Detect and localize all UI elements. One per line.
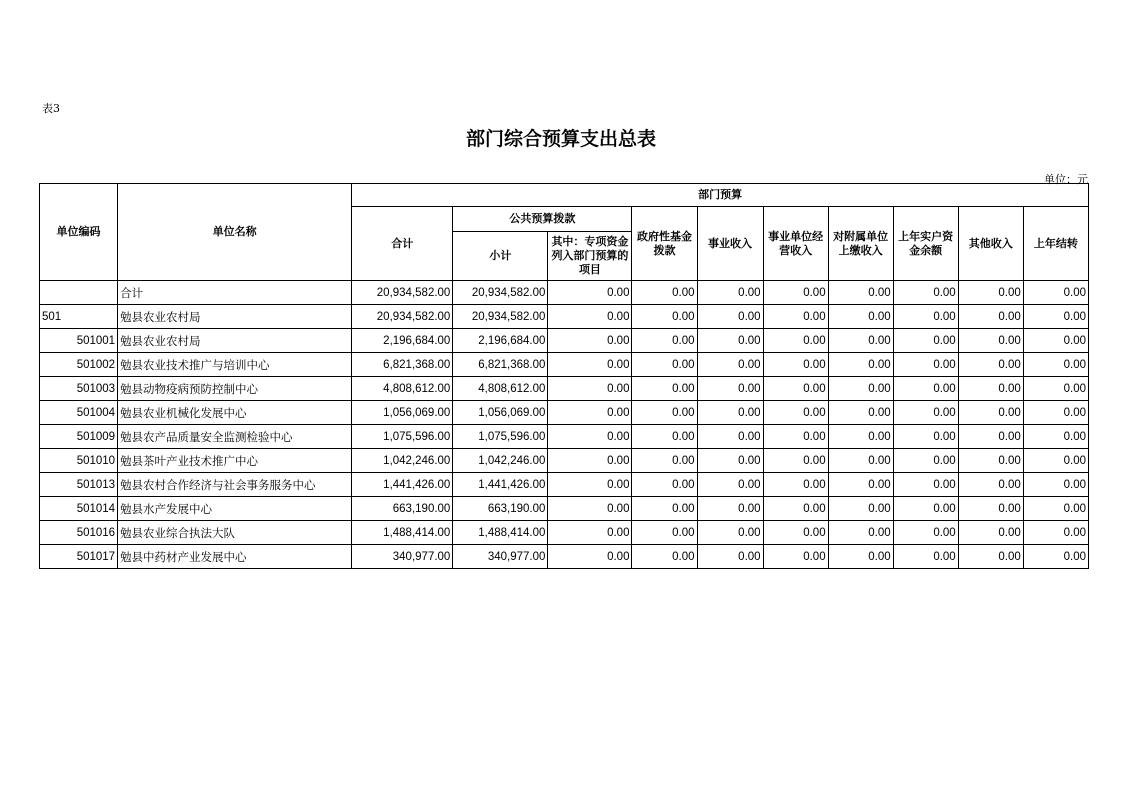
cell-gov-fund: 0.00 xyxy=(632,449,697,473)
cell-code: 501002 xyxy=(40,353,118,377)
cell-gov-fund: 0.00 xyxy=(632,545,697,569)
cell-other: 0.00 xyxy=(958,353,1023,377)
cell-special: 0.00 xyxy=(548,521,632,545)
cell-affiliated: 0.00 xyxy=(828,281,893,305)
cell-subtotal: 663,190.00 xyxy=(453,497,548,521)
cell-code: 501009 xyxy=(40,425,118,449)
cell-balance: 0.00 xyxy=(893,281,958,305)
cell-carryover: 0.00 xyxy=(1023,329,1088,353)
cell-other: 0.00 xyxy=(958,473,1023,497)
cell-affiliated: 0.00 xyxy=(828,329,893,353)
cell-operating: 0.00 xyxy=(763,497,828,521)
cell-business: 0.00 xyxy=(697,545,763,569)
cell-subtotal: 2,196,684.00 xyxy=(453,329,548,353)
cell-code: 501001 xyxy=(40,329,118,353)
cell-name: 勉县动物疫病预防控制中心 xyxy=(118,377,352,401)
cell-affiliated: 0.00 xyxy=(828,521,893,545)
header-prior-balance: 上年实户资金余额 xyxy=(893,207,958,281)
cell-other: 0.00 xyxy=(958,305,1023,329)
cell-business: 0.00 xyxy=(697,377,763,401)
cell-special: 0.00 xyxy=(548,353,632,377)
cell-operating: 0.00 xyxy=(763,473,828,497)
cell-total: 663,190.00 xyxy=(352,497,453,521)
cell-business: 0.00 xyxy=(697,449,763,473)
cell-name: 勉县农村合作经济与社会事务服务中心 xyxy=(118,473,352,497)
cell-special: 0.00 xyxy=(548,473,632,497)
cell-other: 0.00 xyxy=(958,521,1023,545)
cell-carryover: 0.00 xyxy=(1023,401,1088,425)
cell-special: 0.00 xyxy=(548,449,632,473)
cell-subtotal: 1,488,414.00 xyxy=(453,521,548,545)
header-business-income: 事业收入 xyxy=(697,207,763,281)
cell-other: 0.00 xyxy=(958,377,1023,401)
cell-subtotal: 1,441,426.00 xyxy=(453,473,548,497)
cell-carryover: 0.00 xyxy=(1023,449,1088,473)
cell-business: 0.00 xyxy=(697,281,763,305)
cell-balance: 0.00 xyxy=(893,425,958,449)
cell-affiliated: 0.00 xyxy=(828,473,893,497)
cell-subtotal: 1,056,069.00 xyxy=(453,401,548,425)
cell-affiliated: 0.00 xyxy=(828,497,893,521)
header-gov-fund: 政府性基金拨款 xyxy=(632,207,697,281)
cell-operating: 0.00 xyxy=(763,401,828,425)
cell-total: 20,934,582.00 xyxy=(352,281,453,305)
table-row xyxy=(40,305,1089,329)
cell-affiliated: 0.00 xyxy=(828,545,893,569)
cell-special: 0.00 xyxy=(548,305,632,329)
cell-code: 501016 xyxy=(40,521,118,545)
cell-other: 0.00 xyxy=(958,401,1023,425)
cell-affiliated: 0.00 xyxy=(828,449,893,473)
cell-balance: 0.00 xyxy=(893,545,958,569)
cell-balance: 0.00 xyxy=(893,449,958,473)
cell-total: 1,056,069.00 xyxy=(352,401,453,425)
cell-subtotal: 340,977.00 xyxy=(453,545,548,569)
cell-operating: 0.00 xyxy=(763,281,828,305)
table-row xyxy=(40,473,1089,497)
cell-business: 0.00 xyxy=(697,305,763,329)
header-total: 合计 xyxy=(352,207,453,281)
cell-carryover: 0.00 xyxy=(1023,545,1088,569)
cell-other: 0.00 xyxy=(958,425,1023,449)
cell-subtotal: 20,934,582.00 xyxy=(453,305,548,329)
cell-business: 0.00 xyxy=(697,329,763,353)
cell-special: 0.00 xyxy=(548,425,632,449)
cell-total: 1,488,414.00 xyxy=(352,521,453,545)
header-subtotal: 小计 xyxy=(453,232,548,281)
cell-total: 4,808,612.00 xyxy=(352,377,453,401)
table-row-total xyxy=(40,281,1089,305)
cell-gov-fund: 0.00 xyxy=(632,401,697,425)
cell-balance: 0.00 xyxy=(893,377,958,401)
budget-table xyxy=(39,183,1089,569)
cell-affiliated: 0.00 xyxy=(828,305,893,329)
cell-code: 501 xyxy=(40,305,118,329)
cell-gov-fund: 0.00 xyxy=(632,425,697,449)
cell-gov-fund: 0.00 xyxy=(632,329,697,353)
cell-code: 501003 xyxy=(40,377,118,401)
cell-total: 1,441,426.00 xyxy=(352,473,453,497)
cell-other: 0.00 xyxy=(958,281,1023,305)
cell-name: 勉县农业农村局 xyxy=(118,305,352,329)
cell-gov-fund: 0.00 xyxy=(632,281,697,305)
table-number: 表3 xyxy=(42,102,60,115)
cell-subtotal: 1,075,596.00 xyxy=(453,425,548,449)
cell-carryover: 0.00 xyxy=(1023,353,1088,377)
cell-name: 勉县中药材产业发展中心 xyxy=(118,545,352,569)
cell-name: 勉县农业综合执法大队 xyxy=(118,521,352,545)
header-other-income: 其他收入 xyxy=(958,207,1023,281)
cell-balance: 0.00 xyxy=(893,401,958,425)
cell-carryover: 0.00 xyxy=(1023,281,1088,305)
cell-affiliated: 0.00 xyxy=(828,401,893,425)
cell-business: 0.00 xyxy=(697,473,763,497)
cell-subtotal: 4,808,612.00 xyxy=(453,377,548,401)
cell-total: 340,977.00 xyxy=(352,545,453,569)
cell-other: 0.00 xyxy=(958,329,1023,353)
cell-other: 0.00 xyxy=(958,497,1023,521)
cell-special: 0.00 xyxy=(548,545,632,569)
cell-special: 0.00 xyxy=(548,401,632,425)
cell-code: 501004 xyxy=(40,401,118,425)
cell-balance: 0.00 xyxy=(893,497,958,521)
header-dept-budget: 部门预算 xyxy=(352,184,1089,207)
cell-total: 1,042,246.00 xyxy=(352,449,453,473)
cell-operating: 0.00 xyxy=(763,353,828,377)
cell-gov-fund: 0.00 xyxy=(632,377,697,401)
header-special: 其中：专项资金列入部门预算的项目 xyxy=(548,232,632,281)
table-row xyxy=(40,401,1089,425)
cell-subtotal: 20,934,582.00 xyxy=(453,281,548,305)
cell-balance: 0.00 xyxy=(893,473,958,497)
cell-total: 1,075,596.00 xyxy=(352,425,453,449)
cell-balance: 0.00 xyxy=(893,521,958,545)
cell-operating: 0.00 xyxy=(763,425,828,449)
cell-affiliated: 0.00 xyxy=(828,425,893,449)
header-unit-code: 单位编码 xyxy=(40,184,118,281)
cell-code: 501014 xyxy=(40,497,118,521)
table-row xyxy=(40,545,1089,569)
unit-label: 单位：元 xyxy=(1044,173,1088,186)
cell-name: 合计 xyxy=(118,281,352,305)
cell-name: 勉县茶叶产业技术推广中心 xyxy=(118,449,352,473)
table-row xyxy=(40,425,1089,449)
table-row xyxy=(40,497,1089,521)
cell-name: 勉县农业机械化发展中心 xyxy=(118,401,352,425)
cell-operating: 0.00 xyxy=(763,449,828,473)
table-row xyxy=(40,449,1089,473)
cell-code xyxy=(40,281,118,305)
cell-special: 0.00 xyxy=(548,329,632,353)
cell-affiliated: 0.00 xyxy=(828,353,893,377)
cell-operating: 0.00 xyxy=(763,329,828,353)
cell-carryover: 0.00 xyxy=(1023,305,1088,329)
header-affiliated-income: 对附属单位上缴收入 xyxy=(828,207,893,281)
cell-business: 0.00 xyxy=(697,497,763,521)
cell-code: 501013 xyxy=(40,473,118,497)
cell-gov-fund: 0.00 xyxy=(632,305,697,329)
cell-business: 0.00 xyxy=(697,353,763,377)
cell-subtotal: 6,821,368.00 xyxy=(453,353,548,377)
cell-operating: 0.00 xyxy=(763,545,828,569)
cell-business: 0.00 xyxy=(697,425,763,449)
cell-name: 勉县农产品质量安全监测检验中心 xyxy=(118,425,352,449)
cell-total: 2,196,684.00 xyxy=(352,329,453,353)
cell-code: 501010 xyxy=(40,449,118,473)
cell-other: 0.00 xyxy=(958,449,1023,473)
cell-subtotal: 1,042,246.00 xyxy=(453,449,548,473)
table-row xyxy=(40,521,1089,545)
cell-business: 0.00 xyxy=(697,521,763,545)
cell-name: 勉县农业农村局 xyxy=(118,329,352,353)
cell-carryover: 0.00 xyxy=(1023,425,1088,449)
cell-gov-fund: 0.00 xyxy=(632,497,697,521)
page-title: 部门综合预算支出总表 xyxy=(465,128,656,150)
cell-name: 勉县水产发展中心 xyxy=(118,497,352,521)
cell-special: 0.00 xyxy=(548,377,632,401)
cell-operating: 0.00 xyxy=(763,377,828,401)
cell-gov-fund: 0.00 xyxy=(632,521,697,545)
header-prior-carryover: 上年结转 xyxy=(1023,207,1088,281)
cell-affiliated: 0.00 xyxy=(828,377,893,401)
cell-balance: 0.00 xyxy=(893,305,958,329)
header-operating-income: 事业单位经营收入 xyxy=(763,207,828,281)
table-row xyxy=(40,377,1089,401)
cell-total: 6,821,368.00 xyxy=(352,353,453,377)
header-unit-name: 单位名称 xyxy=(118,184,352,281)
cell-operating: 0.00 xyxy=(763,521,828,545)
cell-name: 勉县农业技术推广与培训中心 xyxy=(118,353,352,377)
cell-operating: 0.00 xyxy=(763,305,828,329)
cell-balance: 0.00 xyxy=(893,329,958,353)
cell-total: 20,934,582.00 xyxy=(352,305,453,329)
table-row xyxy=(40,353,1089,377)
cell-special: 0.00 xyxy=(548,281,632,305)
cell-carryover: 0.00 xyxy=(1023,473,1088,497)
header-public-budget: 公共预算拨款 xyxy=(453,207,632,232)
cell-code: 501017 xyxy=(40,545,118,569)
cell-balance: 0.00 xyxy=(893,353,958,377)
cell-other: 0.00 xyxy=(958,545,1023,569)
cell-carryover: 0.00 xyxy=(1023,377,1088,401)
cell-carryover: 0.00 xyxy=(1023,521,1088,545)
table-row xyxy=(40,329,1089,353)
cell-gov-fund: 0.00 xyxy=(632,353,697,377)
cell-special: 0.00 xyxy=(548,497,632,521)
cell-carryover: 0.00 xyxy=(1023,497,1088,521)
cell-business: 0.00 xyxy=(697,401,763,425)
cell-gov-fund: 0.00 xyxy=(632,473,697,497)
